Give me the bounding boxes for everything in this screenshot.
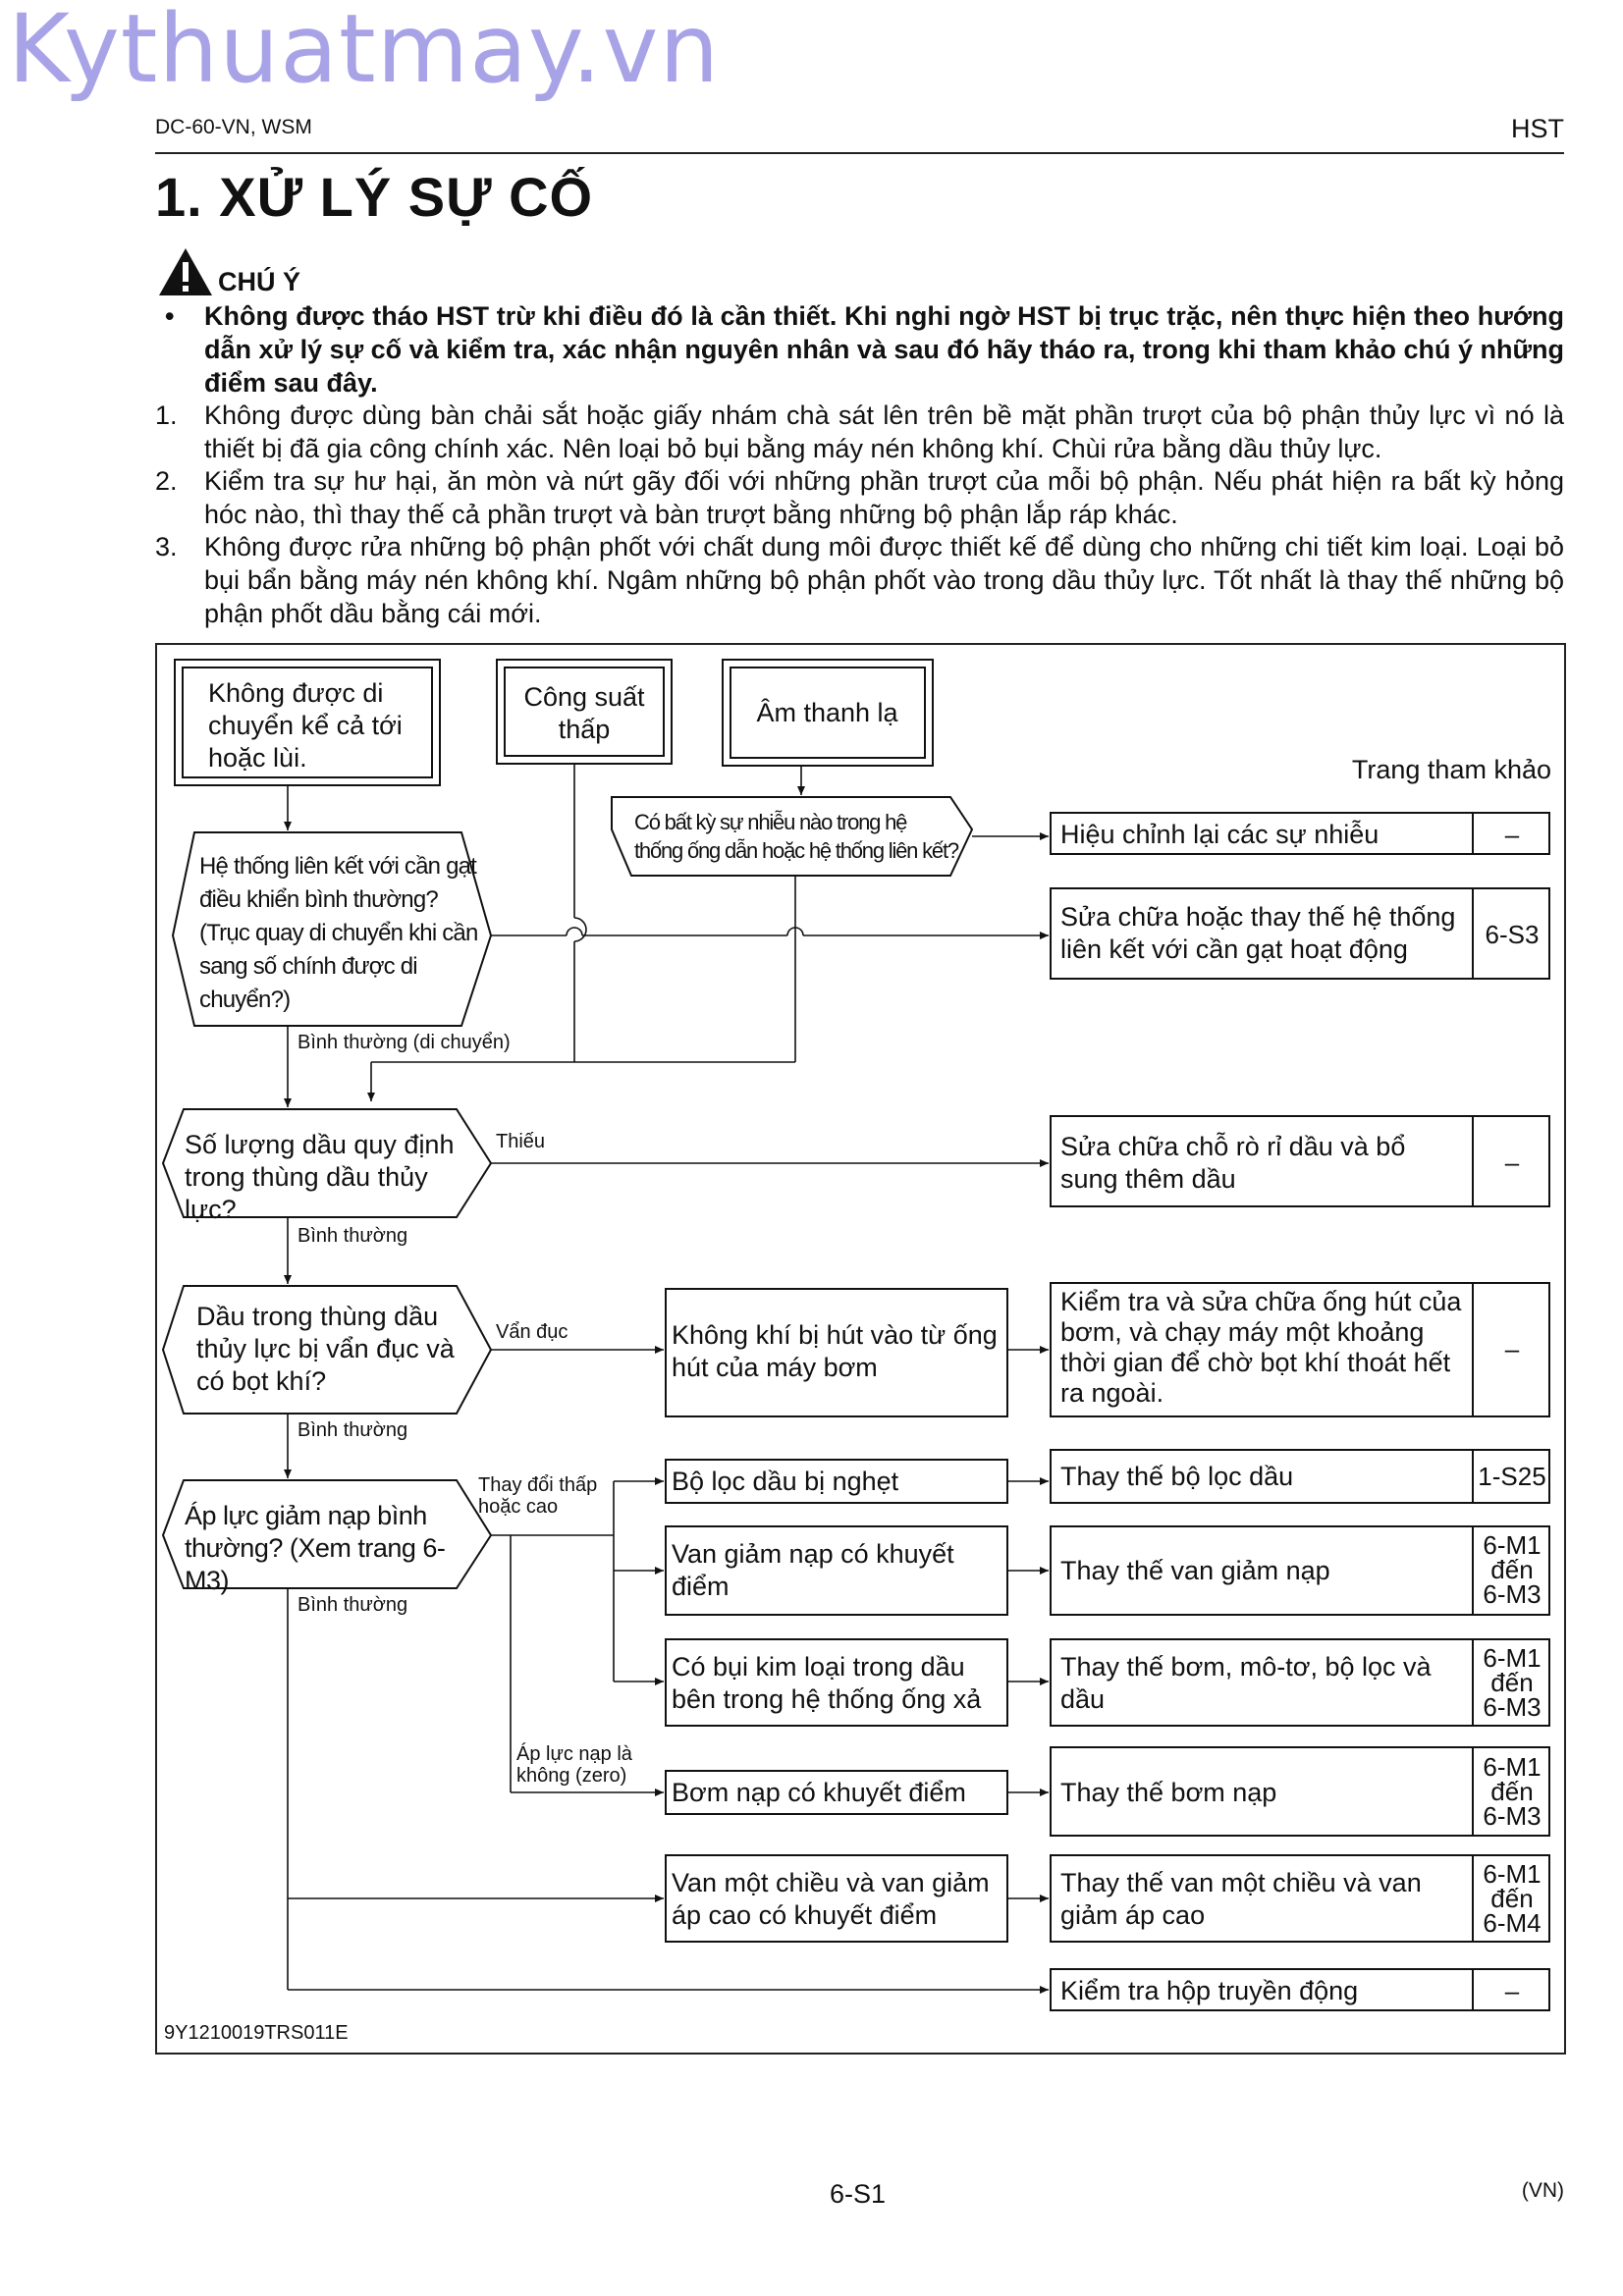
page-number: 6-S1 bbox=[830, 2179, 887, 2209]
label-cloudy: Vẩn đục bbox=[496, 1321, 568, 1343]
figure-code: 9Y1210019TRS011E bbox=[164, 2022, 349, 2044]
watermark: Kythuatmay.vn bbox=[8, 0, 721, 104]
caution-label: CHÚ Ý bbox=[218, 267, 301, 296]
cause-relief-valve: Van giảm nạp có khuyết điểm bbox=[672, 1539, 954, 1601]
remedy-text: Thay thế van giảm nạp bbox=[1060, 1556, 1330, 1585]
label-lack: Thiếu bbox=[496, 1131, 546, 1152]
remedy-text: Thay thế bơm nạp bbox=[1060, 1778, 1277, 1807]
remedy-text: Kiểm tra hộp truyền động bbox=[1060, 1976, 1359, 2005]
cause-check-valve: Van một chiều và van giảm áp cao có khuyết điểm bbox=[672, 1868, 990, 1930]
cause-charge-pump: Bơm nạp có khuyết điểm bbox=[672, 1778, 966, 1807]
symptom-low-power: Công suất thấp bbox=[523, 682, 645, 744]
check-oil-quantity: Số lượng dầu quy định trong thùng dầu thủy lực? bbox=[185, 1130, 455, 1224]
check-noise-interference: Có bất kỳ sự nhiễu nào trong hệ thống ống dẫn hoặc hệ thống liên kết? bbox=[634, 810, 958, 863]
remedy-text: Sửa chữa chỗ rò rỉ dầu và bổ sung thêm dầu bbox=[1060, 1132, 1406, 1194]
check-charge-pressure: Áp lực giảm nạp bình thường? (Xem trang 6-M3) bbox=[185, 1501, 446, 1595]
bullet-mark: • bbox=[165, 301, 175, 331]
remedy-text: Thay thế van một chiều và van giảm áp cao bbox=[1060, 1868, 1422, 1930]
item-text: Kiểm tra sự hư hại, ăn mòn và nứt gãy đối với những phần trượt của mỗi bộ phận. Nếu phát hiện ra bất kỳ hỏng hóc nào, thì thay thế cả phần trượt và bàn trượt bằng những bộ phận lắp ráp khác. bbox=[204, 466, 1564, 529]
remedy-ref: – bbox=[1504, 1334, 1520, 1363]
remedy-text: Thay thế bơm, mô-tơ, bộ lọc và dầu bbox=[1060, 1652, 1432, 1714]
remedy-ref: – bbox=[1504, 820, 1520, 849]
label-normal: Bình thường bbox=[298, 1225, 408, 1247]
check-oil-cloudy: Dầu trong thùng dầu thủy lực bị vẩn đục và có bọt khí? bbox=[196, 1302, 455, 1396]
item-number: 1. bbox=[155, 400, 178, 430]
symptom-no-travel: Không được di chuyển kể cả tới hoặc lùi. bbox=[208, 678, 403, 773]
section-code: HST bbox=[1511, 114, 1564, 143]
ref-column-heading: Trang tham khảo bbox=[1351, 755, 1551, 784]
check-linkage: Hệ thống liên kết với cần gạt điều khiển bình thường? (Trục quay di chuyển khi cần sang số chính được di chuyển?) bbox=[199, 853, 478, 1013]
symptom-abnormal-noise: Âm thanh lạ bbox=[756, 698, 898, 727]
label-zero-pressure: Áp lực nạp là không (zero) bbox=[516, 1743, 632, 1787]
item-number: 3. bbox=[155, 532, 178, 561]
cause-metal-debris: Có bụi kim loại trong dầu bên trong hệ thống ống xả bbox=[672, 1652, 982, 1714]
caution-bullet-text: Không được tháo HST trừ khi điều đó là cần thiết. Khi nghi ngờ HST bị trục trặc, nên thực hiện theo hướng dẫn xử lý sự cố và kiểm tra, xác nhận nguyên nhân và sau đó hãy tháo ra, trong khi tham khảo chú ý những điểm sau đây. bbox=[204, 301, 1564, 398]
item-number: 2. bbox=[155, 466, 178, 496]
language-code: (VN) bbox=[1521, 2179, 1564, 2202]
remedy-text: Hiệu chỉnh lại các sự nhiễu bbox=[1060, 820, 1380, 849]
remedy-text: Thay thế bộ lọc dầu bbox=[1060, 1462, 1294, 1491]
item-text: Không được dùng bàn chải sắt hoặc giấy nhám chà sát lên trên bề mặt phần trượt của bộ phận thủy lực vì nó là thiết bị đã gia công chính xác. Nên loại bỏ bụi bằng máy nén không khí. Chùi rửa bằng dầu thủy lực. bbox=[204, 400, 1564, 463]
remedy-text: Sửa chữa hoặc thay thế hệ thống liên kết với cần gạt hoạt động bbox=[1060, 902, 1456, 964]
item-text: Không được rửa những bộ phận phốt với chất dung môi được thiết kế để dùng cho những chi tiết kim loại. Loại bỏ bụi bẩn bằng máy nén không khí. Ngâm những bộ phận phốt vào trong dầu thủy lực. Tốt nhất là thay thế những bộ phận phốt dầu bằng cái mới. bbox=[204, 532, 1564, 628]
remedy-ref: – bbox=[1504, 1148, 1520, 1177]
remedy-ref: 6-M1 đến 6-M4 bbox=[1483, 1859, 1542, 1938]
remedy-ref: 6-M1 đến 6-M3 bbox=[1483, 1643, 1542, 1722]
label-normal: Bình thường bbox=[298, 1594, 408, 1616]
label-normal: Bình thường bbox=[298, 1419, 408, 1441]
remedy-ref: 6-M1 đến 6-M3 bbox=[1483, 1752, 1542, 1831]
cause-filter-clogged: Bộ lọc dầu bị nghẹt bbox=[672, 1467, 899, 1496]
remedy-text: Kiểm tra và sửa chữa ống hút của bơm, và chạy máy một khoảng thời gian để chờ bọt khí thoát hết ra ngoài. bbox=[1060, 1287, 1462, 1408]
label-low-high: Thay đổi thấp hoặc cao bbox=[478, 1474, 598, 1518]
remedy-ref: – bbox=[1504, 1976, 1520, 2005]
page-title: 1. XỬ LÝ SỰ CỐ bbox=[155, 166, 594, 228]
doc-code: DC-60-VN, WSM bbox=[155, 116, 312, 138]
remedy-ref: 6-M1 đến 6-M3 bbox=[1483, 1530, 1542, 1609]
label-normal-move: Bình thường (di chuyển) bbox=[298, 1032, 511, 1053]
cause-air-intake: Không khí bị hút vào từ ống hút của máy bơm bbox=[672, 1320, 998, 1382]
remedy-ref: 1-S25 bbox=[1478, 1462, 1546, 1491]
remedy-ref: 6-S3 bbox=[1485, 920, 1540, 949]
